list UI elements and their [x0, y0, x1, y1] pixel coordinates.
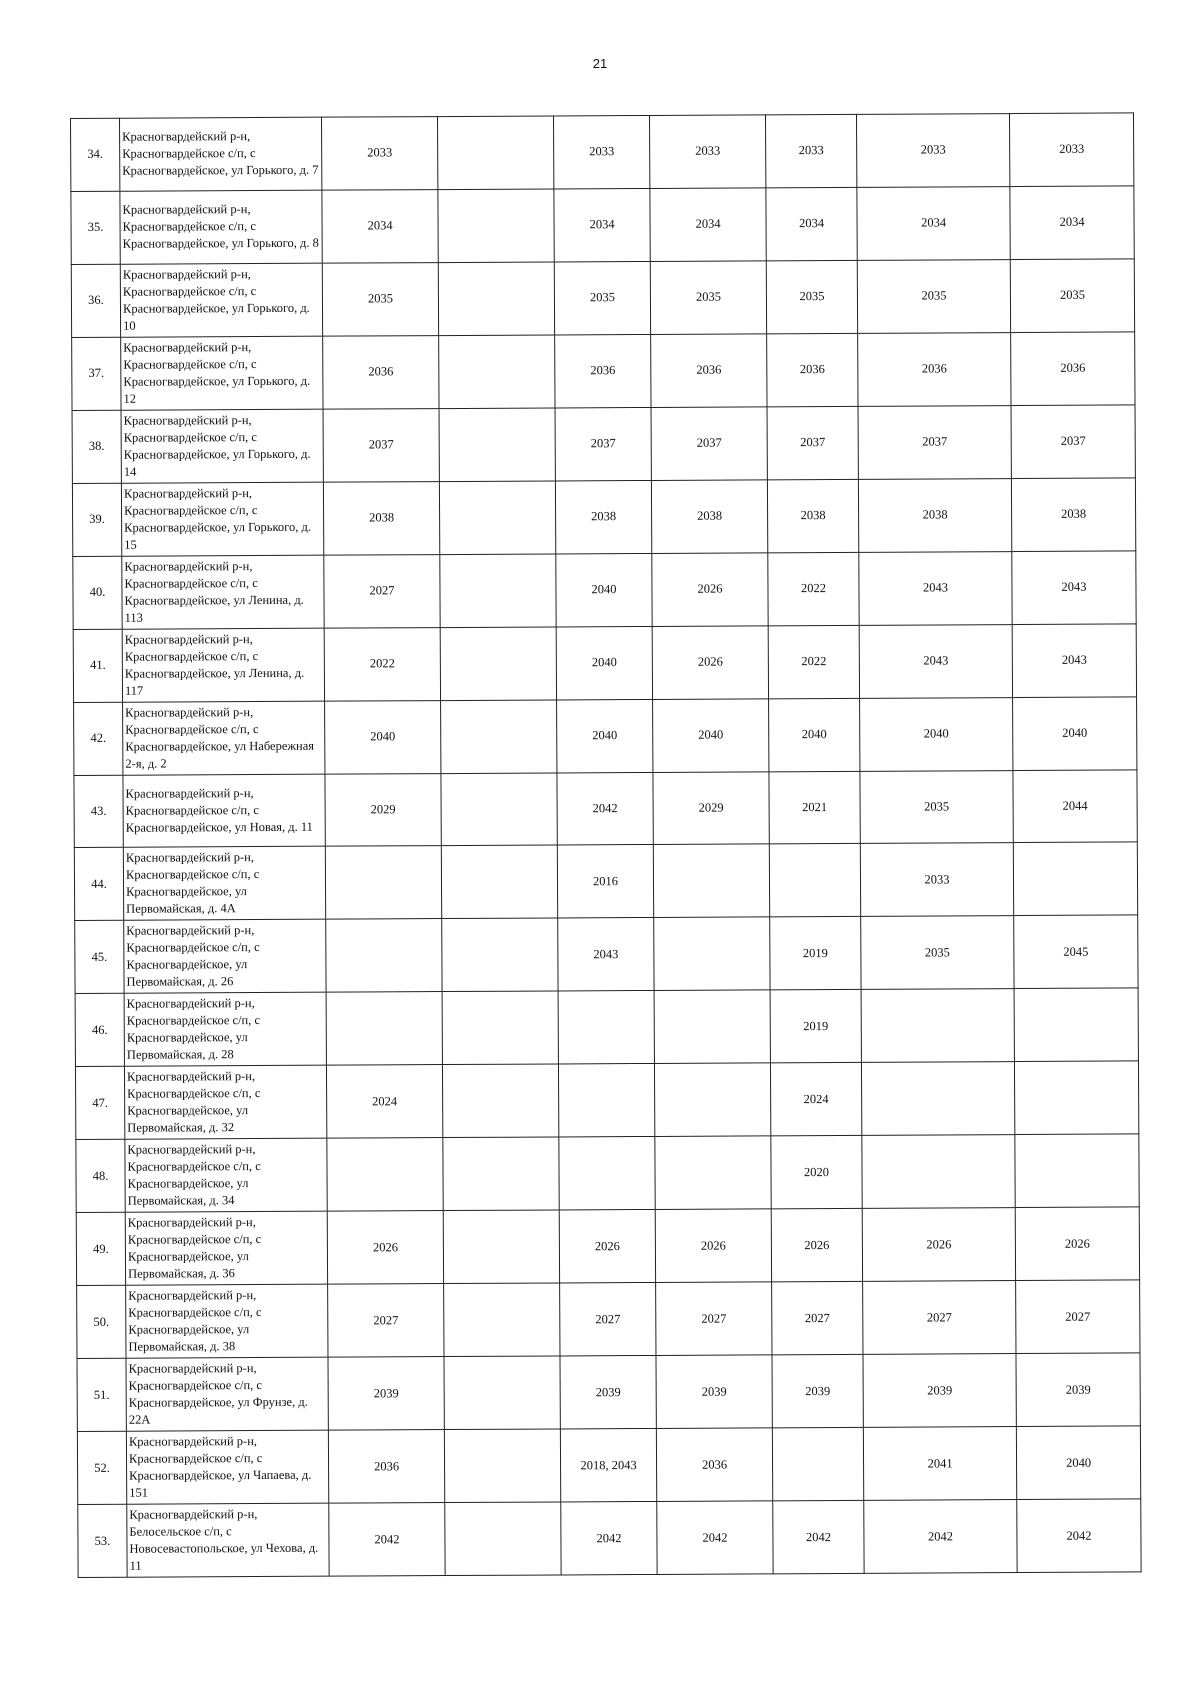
year-cell: 2035 — [766, 260, 857, 333]
address-cell: Красногвардейский р-н, Красногвардейское с/п, с Красногвардейское, ул Новая, д. 11 — [123, 774, 325, 848]
year-cell — [445, 1502, 561, 1576]
table-row — [76, 1134, 1139, 1213]
year-cell: 2038 — [555, 480, 651, 554]
address-cell: Красногвардейский р-н, Красногвардейское с/п, с Красногвардейское, ул Горького, д. 12 — [121, 336, 323, 410]
year-cell: 2037 — [323, 408, 439, 482]
year-cell: 2019 — [770, 917, 861, 990]
year-cell: 2042 — [557, 772, 653, 845]
year-cell — [326, 919, 442, 993]
year-cell: 2019 — [770, 990, 861, 1063]
year-cell: 2035 — [1010, 259, 1134, 333]
address-cell: Красногвардейский р-н, Красногвардейское с/п, с Красногвардейское, ул Первомайская, д. 32 — [124, 1066, 326, 1140]
year-cell — [655, 1136, 771, 1210]
address-cell: Красногвардейский р-н, Красногвардейское с/п, с Красногвардейское, ул Ленина, д. 113 — [122, 555, 324, 629]
year-cell: 2026 — [655, 1209, 771, 1283]
address-cell: Красногвардейский р-н, Красногвардейское с/п, с Красногвардейское, ул Первомайская, д. 4А — [123, 847, 325, 921]
row-number-cell: 35. — [71, 191, 120, 264]
year-cell: 2043 — [1012, 624, 1136, 698]
year-cell: 2027 — [1016, 1280, 1140, 1354]
year-cell: 2042 — [773, 1501, 864, 1574]
year-cell: 2037 — [651, 406, 767, 480]
address-cell: Красногвардейский р-н, Красногвардейское с/п, с Красногвардейское, ул Горького, д. 14 — [121, 409, 323, 483]
year-cell: 2027 — [656, 1282, 772, 1356]
year-cell — [558, 1064, 654, 1138]
row-number-cell: 37. — [72, 337, 121, 410]
table-row — [76, 1207, 1139, 1286]
page-number: 21 — [592, 56, 608, 71]
year-cell — [862, 1135, 1015, 1209]
year-cell: 2026 — [327, 1211, 443, 1285]
year-cell — [437, 116, 553, 189]
year-cell: 2039 — [772, 1355, 863, 1428]
year-cell: 2037 — [555, 407, 651, 481]
row-number-cell: 42. — [74, 702, 123, 775]
year-cell: 2037 — [858, 405, 1011, 479]
address-cell: Красногвардейский р-н, Красногвардейское с/п, с Красногвардейское, ул Первомайская, д. 26 — [124, 920, 326, 994]
year-cell — [441, 700, 557, 774]
table-row — [71, 186, 1134, 264]
year-cell — [558, 991, 654, 1065]
year-cell — [1015, 1134, 1139, 1208]
year-cell — [654, 990, 770, 1064]
year-cell: 2039 — [863, 1354, 1016, 1428]
year-cell: 2027 — [863, 1281, 1016, 1355]
table-row — [72, 405, 1135, 484]
year-cell — [444, 1356, 560, 1430]
year-cell — [444, 1283, 560, 1357]
year-cell: 2035 — [861, 916, 1014, 990]
row-number-cell: 53. — [78, 1505, 127, 1578]
year-cell: 2038 — [323, 481, 439, 555]
year-cell: 2035 — [860, 770, 1013, 844]
year-cell: 2027 — [560, 1283, 656, 1357]
year-cell: 2036 — [656, 1428, 772, 1502]
year-cell: 2024 — [770, 1063, 861, 1136]
table-row — [74, 697, 1137, 776]
year-cell: 2042 — [1017, 1499, 1141, 1573]
year-cell: 2041 — [863, 1427, 1016, 1501]
year-cell: 2042 — [864, 1500, 1017, 1574]
year-cell: 2035 — [322, 262, 438, 336]
year-cell — [438, 189, 554, 262]
row-number-cell: 48. — [76, 1140, 125, 1213]
year-cell: 2039 — [1016, 1353, 1140, 1427]
year-cell: 2038 — [767, 479, 858, 552]
year-cell: 2036 — [555, 334, 651, 408]
year-cell: 2039 — [560, 1356, 656, 1430]
table-row — [77, 1426, 1140, 1505]
year-cell: 2038 — [858, 478, 1011, 552]
year-cell — [439, 408, 555, 482]
year-cell — [440, 627, 556, 701]
year-cell — [653, 844, 769, 918]
year-cell: 2040 — [1016, 1426, 1140, 1500]
year-cell: 2036 — [858, 332, 1011, 406]
year-cell — [442, 991, 558, 1065]
table-row — [73, 624, 1136, 703]
year-cell — [443, 1137, 559, 1211]
row-number-cell: 46. — [75, 994, 124, 1067]
year-cell — [444, 1429, 560, 1503]
year-cell: 2034 — [766, 187, 857, 260]
address-cell: Красногвардейский р-н, Красногвардейское с/п, с Красногвардейское, ул Чапаева, д. 151 — [126, 1431, 328, 1505]
year-cell: 2039 — [656, 1355, 772, 1429]
year-cell — [439, 335, 555, 409]
table-row — [77, 1353, 1140, 1432]
year-cell — [772, 1428, 863, 1501]
year-cell: 2026 — [771, 1209, 862, 1282]
row-number-cell: 45. — [75, 921, 124, 994]
table-row — [77, 1280, 1140, 1359]
table-row — [71, 259, 1134, 338]
year-cell: 2033 — [321, 117, 437, 190]
table-row — [75, 915, 1138, 994]
year-cell: 2035 — [650, 260, 766, 334]
address-cell: Красногвардейский р-н, Красногвардейское с/п, с Красногвардейское, ул Ленина, д. 117 — [122, 628, 324, 702]
year-cell — [443, 1210, 559, 1284]
year-cell: 2026 — [559, 1210, 655, 1284]
table-row — [71, 113, 1134, 191]
year-cell — [861, 989, 1014, 1063]
schedule-table — [70, 112, 1142, 1578]
year-cell: 2040 — [556, 553, 652, 627]
year-cell: 2043 — [859, 551, 1012, 625]
year-cell: 2033 — [553, 115, 649, 188]
year-cell: 2026 — [862, 1208, 1015, 1282]
year-cell — [654, 917, 770, 991]
year-cell: 2038 — [1011, 478, 1135, 552]
year-cell: 2037 — [767, 406, 858, 479]
table-row — [72, 332, 1135, 411]
address-cell: Красногвардейский р-н, Красногвардейское с/п, с Красногвардейское, ул Горького, д. 7 — [120, 117, 322, 191]
year-cell: 2016 — [557, 845, 653, 919]
year-cell: 2022 — [768, 625, 859, 698]
table-row — [78, 1499, 1141, 1578]
year-cell: 2042 — [657, 1501, 773, 1575]
year-cell: 2021 — [769, 771, 860, 844]
row-number-cell: 34. — [71, 118, 120, 191]
year-cell: 2029 — [325, 773, 441, 846]
year-cell: 2034 — [322, 189, 438, 262]
address-cell: Красногвардейский р-н, Красногвардейское с/п, с Красногвардейское, ул Набережная 2-я, д. 2 — [123, 701, 325, 775]
table-row — [75, 1061, 1138, 1140]
row-number-cell: 40. — [73, 556, 122, 629]
year-cell — [1014, 988, 1138, 1062]
row-number-cell: 39. — [72, 483, 121, 556]
row-number-cell: 51. — [77, 1359, 126, 1432]
year-cell: 2040 — [557, 699, 653, 773]
table-row — [74, 770, 1137, 848]
year-cell: 2034 — [554, 188, 650, 261]
address-cell: Красногвардейский р-н, Красногвардейское с/п, с Красногвардейское, ул Горького, д. 8 — [120, 190, 322, 264]
year-cell: 2034 — [857, 186, 1010, 260]
address-cell: Красногвардейский р-н, Красногвардейское с/п, с Красногвардейское, ул Фрунзе, д. 22А — [126, 1358, 328, 1432]
year-cell — [769, 844, 860, 917]
row-number-cell: 50. — [77, 1286, 126, 1359]
table-row — [75, 988, 1138, 1067]
year-cell: 2042 — [561, 1502, 657, 1576]
year-cell: 2020 — [771, 1136, 862, 1209]
row-number-cell: 36. — [71, 264, 120, 337]
year-cell: 2022 — [768, 552, 859, 625]
table-row — [74, 842, 1137, 921]
year-cell — [326, 992, 442, 1066]
year-cell: 2039 — [328, 1357, 444, 1431]
address-cell: Красногвардейский р-н, Красногвардейское с/п, с Красногвардейское, ул Первомайская, д. 28 — [124, 993, 326, 1067]
year-cell: 2027 — [324, 554, 440, 628]
year-cell: 2033 — [1009, 113, 1133, 186]
year-cell: 2035 — [554, 261, 650, 335]
year-cell: 2027 — [328, 1284, 444, 1358]
address-cell: Красногвардейский р-н, Красногвардейское с/п, с Красногвардейское, ул Первомайская, д. 36 — [125, 1212, 327, 1286]
year-cell: 2043 — [859, 624, 1012, 698]
address-cell: Красногвардейский р-н, Белосельское с/п, с Новосевастопольское, ул Чехова, д. 11 — [127, 1504, 329, 1578]
year-cell: 2027 — [772, 1282, 863, 1355]
address-cell: Красногвардейский р-н, Красногвардейское с/п, с Красногвардейское, ул Первомайская, д. 38 — [126, 1285, 328, 1359]
year-cell — [654, 1063, 770, 1137]
year-cell — [1013, 842, 1137, 916]
year-cell: 2042 — [329, 1503, 445, 1577]
year-cell: 2026 — [1015, 1207, 1139, 1281]
row-number-cell: 47. — [75, 1067, 124, 1140]
year-cell — [441, 845, 557, 919]
year-cell — [441, 773, 557, 846]
year-cell — [327, 1138, 443, 1212]
year-cell: 2033 — [765, 114, 856, 187]
year-cell — [325, 846, 441, 920]
table-row — [72, 478, 1135, 557]
year-cell: 2029 — [653, 771, 769, 844]
year-cell — [440, 554, 556, 628]
year-cell: 2026 — [652, 625, 768, 699]
year-cell — [861, 1062, 1014, 1136]
year-cell: 2024 — [326, 1065, 442, 1139]
year-cell: 2040 — [653, 698, 769, 772]
year-cell — [438, 262, 554, 336]
year-cell: 2022 — [324, 627, 440, 701]
year-cell: 2036 — [651, 333, 767, 407]
row-number-cell: 43. — [74, 775, 123, 848]
year-cell: 2036 — [1011, 332, 1135, 406]
address-cell: Красногвардейский р-н, Красногвардейское с/п, с Красногвардейское, ул Первомайская, д. 34 — [125, 1139, 327, 1213]
year-cell — [442, 1064, 558, 1138]
year-cell — [1014, 1061, 1138, 1135]
row-number-cell: 41. — [73, 629, 122, 702]
year-cell: 2045 — [1014, 915, 1138, 989]
year-cell: 2034 — [650, 188, 766, 261]
year-cell: 2038 — [651, 479, 767, 553]
year-cell: 2043 — [1012, 551, 1136, 625]
year-cell — [442, 918, 558, 992]
year-cell — [439, 481, 555, 555]
year-cell: 2026 — [652, 552, 768, 626]
year-cell: 2036 — [323, 335, 439, 409]
year-cell: 2033 — [649, 115, 765, 188]
year-cell: 2040 — [860, 697, 1013, 771]
year-cell: 2033 — [860, 843, 1013, 917]
table-body — [71, 113, 1142, 1578]
year-cell: 2033 — [856, 114, 1009, 188]
row-number-cell: 44. — [74, 848, 123, 921]
year-cell: 2040 — [769, 698, 860, 771]
year-cell: 2040 — [556, 626, 652, 700]
year-cell: 2040 — [1013, 697, 1137, 771]
year-cell: 2036 — [767, 333, 858, 406]
year-cell: 2040 — [325, 700, 441, 774]
year-cell: 2018, 2043 — [560, 1429, 656, 1503]
year-cell — [559, 1137, 655, 1211]
year-cell: 2043 — [558, 918, 654, 992]
row-number-cell: 38. — [72, 410, 121, 483]
year-cell: 2037 — [1011, 405, 1135, 479]
year-cell: 2044 — [1013, 770, 1137, 843]
year-cell: 2035 — [857, 259, 1010, 333]
row-number-cell: 49. — [76, 1213, 125, 1286]
address-cell: Красногвардейский р-н, Красногвардейское с/п, с Красногвардейское, ул Горького, д. 10 — [120, 263, 322, 337]
address-cell: Красногвардейский р-н, Красногвардейское с/п, с Красногвардейское, ул Горького, д. 15 — [121, 482, 323, 556]
year-cell: 2036 — [328, 1430, 444, 1504]
row-number-cell: 52. — [77, 1432, 126, 1505]
table-row — [73, 551, 1136, 630]
year-cell: 2034 — [1010, 186, 1134, 259]
